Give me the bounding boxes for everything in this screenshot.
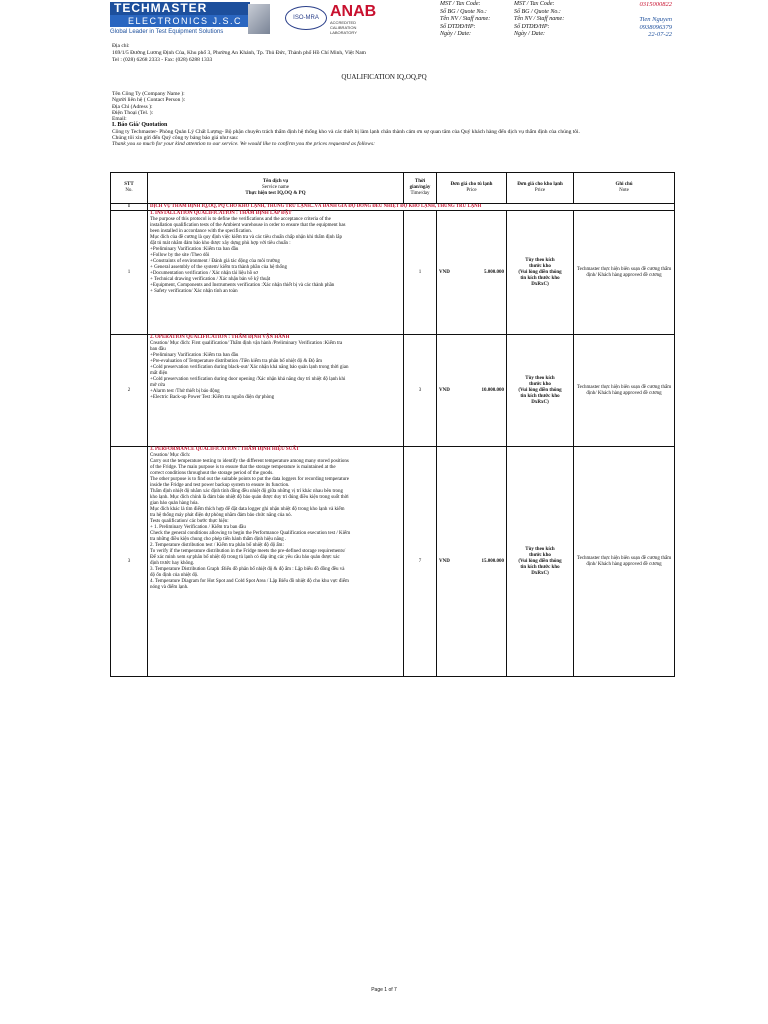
logo-x-icon <box>248 4 270 34</box>
iso-mra-seal: ISO-MRA <box>285 6 327 30</box>
anab-logo <box>330 3 378 35</box>
anab-text: ANAB <box>330 3 377 20</box>
logo-tagline: Global Leader in Test Equipment Solutions <box>110 29 224 35</box>
address-block: Địa chỉ: 169/1/5 Đường Lương Định Của, Khu phố 3, Phường An Khánh, Tp. Thủ Đức, Thành phố Hồ Chí Minh, Việt Nam Tel : (028) 6268 2333 - Fax: (028) 6288 1333 <box>112 43 366 63</box>
header-labels-1: MST / Tax Code: Số BG / Quote No.: Tên NV / Staff name: Số DTDĐ/HP: Ngày / Date: <box>440 1 491 37</box>
header-values <box>600 1 672 39</box>
document-title: QUALIFICATION IQ,OQ,PQ <box>341 73 427 81</box>
logo-sub: ELECTRONICS J.S.C <box>110 15 250 27</box>
table-group-row: I DỊCH VỤ THẨM ĐỊNH IQ,OQ, PQ CHO KHO LẠNH, THÙNG TRỮ LẠNH...VÀ ĐÁNH GIÁ ĐỘ ĐỒNG ĐỀU NHIỆT ĐỘ KHO LẠNH, THÙNG TRỮ LẠNH <box>111 204 675 211</box>
table-row: 1 1. INSTALLATION QUALIFICATION : THẨM ĐỊNH LẮP ĐẶT The purpose of this protocol is to define the verifications and the acceptance criteria of the installation qualification tests of the Ambient warehouse in order to ensure that the equipment has been installed in accordance with the specification. Mục đích của đề cương là quy định việc kiểm tra và các tiêu chuẩn chấp nhận khi thẩm định lắp đặt tủ mát nhằm đảm bảo kho được xây dựng phù hợp với tiêu chuẩn : +Preliminary Varification :Kiểm tra ban đầu +Follow by the site /Theo dõi +Constraints of environment / Đánh giá tác động của môi trường + General assembly of the system/ kiểm tra thành phần của hệ thống +Documentation verification / Xác nhận tài liệu hồ sơ + Technical drawing verification / Xác nhận bản vẽ kỹ thuật +Equipment, Components and Instruments verification :Xác nhận thiết bị và các thành phần + Safety verification/ Xác nhận tính an toàn 1 VND 5.000.000 Tùy theo kích thước kho (Vui lòng điền thông tin kích thước kho DxRxC) Techmaster thực hiện biên soạn đề cương thẩm định/ Khách hàng approved đề cương <box>111 211 675 335</box>
table-row: 2 2. OPERATION QUALIFICATION : THẨM ĐỊNH VẬN HÀNH Creation/ Mục đích: First qualification/ Thẩm định vận hành /Preliminary Verification :Kiểm tra ban đầu +Preliminary Varification :Kiểm tra ban đầu +Pre-evaluation of Temperature distribution /Tiền kiểm tra phân bố nhiệt độ & Độ ẩm +Cold preservation verification during black-out/ Xác nhận khả năng bảo quản lạnh trong thời gian mất điện +Cold preservation verification during door opening /Xác nhận khả năng duy trì nhiệt độ lạnh khi mở cửa +Alarm test /Thử thiết bị báo động +Electric Back-up Power Test :Kiểm tra nguồn điện dự phòng 3 VND 10.000.000 Tùy theo kích thước kho (Vui lòng điền thông tin kích thước kho DxRxC) Techmaster thực hiện biên soạn đề cương thẩm định/ Khách hàng approved đề cương <box>111 335 675 447</box>
table-header-row: STT No. Tên dịch vụ Service name Thực hiện test IQ,OQ & PQ Thời gian/ngày Time/day Đơn giá cho tủ lạnh Price Đơn giá cho kho lạnh Price Ghi chú Note <box>111 173 675 204</box>
techmaster-logo <box>110 2 250 36</box>
logo-name: TECHMASTER <box>110 2 250 15</box>
client-info: Tên Công Ty (Company Name ): Người liên hệ ( Contact Person ): Địa Chỉ (Adress ): Điện Thoại (Tel. ): Email: I. Báo Giá/ Quotation Công ty Techmaster- Phòng Quản Lý Chất Lượng- Bộ phận chuyên trách thẩm định hệ thống kho và các thiết bị làm lạnh chân thành cảm ơn sự quan tâm của Quý khách hàng đến dịch vụ thẩm định của chúng tôi. Chúng tôi xin gửi đến Quý công ty bảng báo giá như sau: Thank you so much for your kind attention to our service. We would like to confirm you the prices requested as follows: <box>112 91 580 148</box>
tax-code-value: 0315000822 <box>639 1 672 8</box>
quotation-table <box>110 172 675 677</box>
table-row: 3 3. PERFORMANCE QUALIFICATION : THẨM ĐỊNH HIỆU SUẤT Creation/ Mục đích: Carry out the temperature testing to identify the different temperature among many stored positions of the Fridge. The main purpose is to ensure that the storage temperature is maintained at the correct conditions throughout the storage period of the goods. The other purpose is to find out the suitable points to put the data loggers for recording temperature inside the Fridge and test power backup system to ensure its function. Thẩm định nhiệt độ nhằm xác định tính đồng đều nhiệt độ giữa những vị trí khác nhau bên trong kho lạnh. Mục đích chính là đảm bảo nhiệt độ bảo quản được duy trì đúng điều kiện trong suốt thời gian bảo quản hàng hóa. Mục đích khác là tìm điểm thích hợp để đặt data logger ghi nhận nhiệt độ trong kho lạnh và kiểm tra hệ thống máy phát điện dự phòng nhằm đảm bảo chức năng của nó. Tests qualification/ các bước thực hiện: + 1. Preliminary Verification / Kiểm tra ban đầu Check the general conditions allowing to begin the Performance Qualification execution test / Kiểm tra những điều kiện chung cho phép tiến hành thẩm định hiệu năng . 2. Temperature distribution test / Kiểm tra phân bố nhiệt độ độ ẩm: To verify if the temperature distribution in the Fridge meets the pre-defined storage requirements/ Để xác minh xem sự phân bố nhiệt độ trong tủ lạnh có đáp ứng các yêu cầu bảo quản được xác định trước hay không. 3. Temperature Distribution Graph :Biểu đồ phân bố nhiệt độ & độ ẩm : Lập biểu đồ đồng đều và độ ổn định của nhiệt độ. 4. Temperature Diagram for Hot Spot and Cold Spot Area / Lập Biểu đồ nhiệt độ cho khu vực điểm nóng và điểm lạnh. 7 VND 15.000.000 Tùy theo kích thước kho (Vui lòng điền thông tin kích thước kho DxRxC) Techmaster thực hiện biên soạn đề cương thẩm định/ Khách hàng approved đề cương <box>111 447 675 677</box>
quotation-heading: I. Báo Giá/ Quotation <box>112 122 168 129</box>
phone-value: 0938096379 <box>639 23 672 31</box>
page-number: Page 1 of 7 <box>371 987 397 993</box>
staff-name-value: Tien Nguyen <box>639 16 672 23</box>
header-labels-2: MST / Tax Code: Số BG / Quote No.: Tên NV / Staff name: Số DTDĐ/HP: Ngày / Date: <box>514 1 565 37</box>
date-value: 22-07-22 <box>648 31 672 38</box>
anab-sub: ACCREDITED CALIBRATION LABORATORY <box>330 20 357 35</box>
